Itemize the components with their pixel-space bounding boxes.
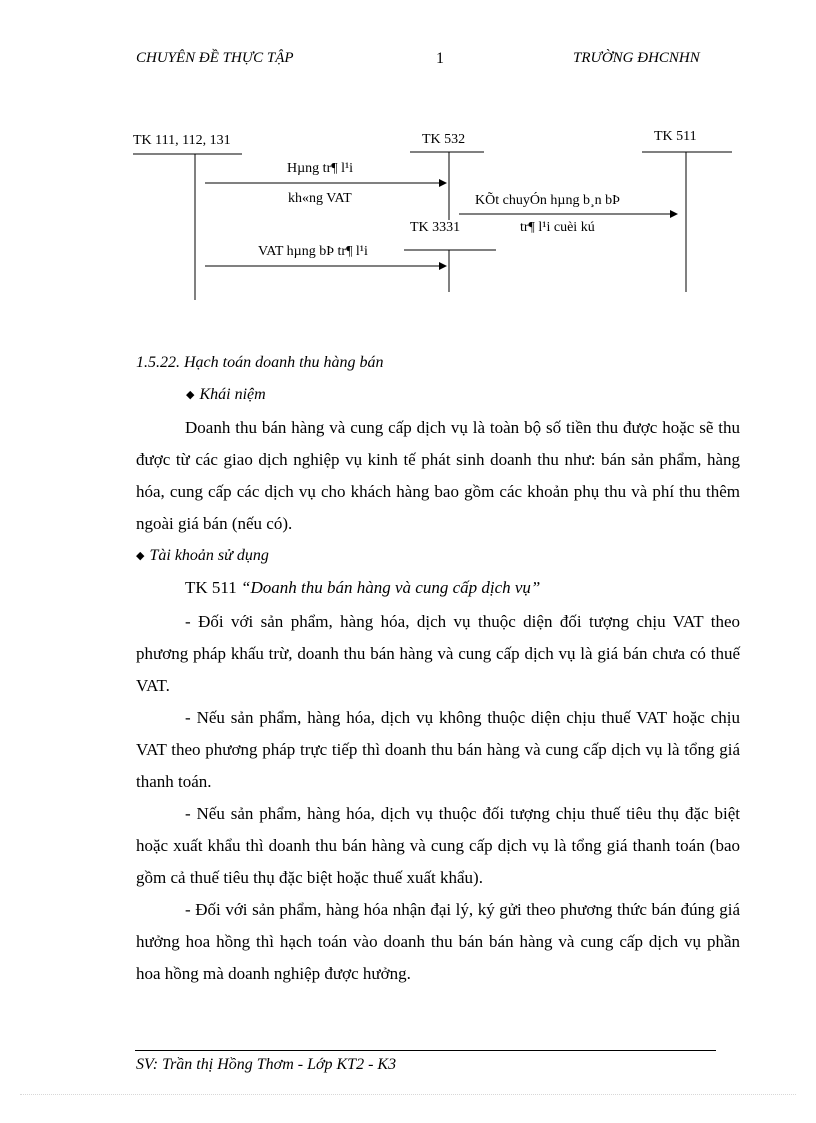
page-edge-divider: [20, 1094, 796, 1095]
diagram-lines: [0, 120, 816, 320]
account-d-label: TK 3331: [410, 220, 461, 235]
bullet-concept: [186, 386, 266, 404]
paragraph-rule-2: - Nếu sản phẩm, hàng hóa, dịch vụ không thuộc diện chịu thuế VAT hoặc chịu VAT theo phương pháp trực tiếp thì doanh thu bán hàng và cung cấp dịch vụ là tổng giá thanh toán.: [136, 708, 740, 791]
account-name: “Doanh thu bán hàng và cung cấp dịch vụ”: [241, 578, 541, 597]
paragraph-definition: Doanh thu bán hàng và cung cấp dịch vụ là toàn bộ số tiền thu được hoặc sẽ thu được từ các giao dịch nghiệp vụ kinh tế phát sinh doanh thu như: bán sản phẩm, hàng hóa, cung cấp các dịch vụ cho khách hàng bao gồm các khoản phụ thu và phí thu thêm ngoài giá bán (nếu có).: [136, 418, 740, 533]
arrow2-label-line2: tr¶ l¹i cuèi kú: [520, 220, 595, 235]
arrow3-label: VAT hµng bÞ tr¶ l¹i: [258, 244, 368, 259]
paragraph-rule-1: - Đối với sản phẩm, hàng hóa, dịch vụ thuộc diện đối tượng chịu VAT theo phương pháp khấu trừ, doanh thu bán hàng và cung cấp dịch vụ là giá bán chưa có thuế VAT.: [136, 612, 740, 695]
page-header: [0, 48, 816, 72]
account-code: TK 511: [185, 578, 237, 597]
arrow1-label-line1: Hµng tr¶ l¹i: [287, 161, 354, 176]
arrow1-label-line2: kh«ng VAT: [288, 191, 352, 206]
account-a-label: TK 111, 112, 131: [133, 133, 231, 148]
accounting-diagram: [0, 120, 816, 320]
diamond-bullet-icon: ◆: [136, 550, 145, 562]
page-footer: SV: Trần thị Hồng Thơm - Lớp KT2 - K3: [136, 1056, 397, 1073]
paragraph-rule-3: - Nếu sản phẩm, hàng hóa, dịch vụ thuộc đối tượng chịu thuế tiêu thụ đặc biệt hoặc xuất khẩu thì doanh thu bán hàng và cung cấp dịch vụ là tổng giá thanh toán (bao gồm cả thuế tiêu thụ đặc biệt hoặc thuế xuất khẩu).: [136, 804, 740, 887]
account-c-label: TK 511: [654, 129, 697, 144]
paragraph-rule-4: - Đối với sản phẩm, hàng hóa nhận đại lý, ký gửi theo phương thức bán đúng giá hưởng hoa hồng thì hạch toán vào doanh thu bán bán hàng và cung cấp dịch vụ phần hoa hồng mà doanh nghiệp được hưởng.: [136, 900, 740, 983]
header-left-title: CHUYÊN ĐỀ THỰC TẬP: [136, 50, 294, 66]
header-right-title: TRƯỜNG ĐHCNHN: [573, 50, 700, 66]
footer-divider: [135, 1050, 716, 1051]
bullet-accounts-label: Tài khoản sử dụng: [149, 547, 269, 564]
account-line: [185, 578, 540, 598]
bullet-accounts: [136, 547, 269, 565]
page-number: 1: [436, 50, 444, 67]
arrow2-label-line1: KÕt chuyÓn hµng b¸n bÞ: [475, 193, 620, 208]
bullet-concept-label: Khái niệm: [199, 386, 266, 403]
account-b-label: TK 532: [422, 132, 466, 147]
section-title: 1.5.22. Hạch toán doanh thu hàng bán: [136, 354, 384, 371]
diamond-bullet-icon: ◆: [186, 389, 195, 401]
